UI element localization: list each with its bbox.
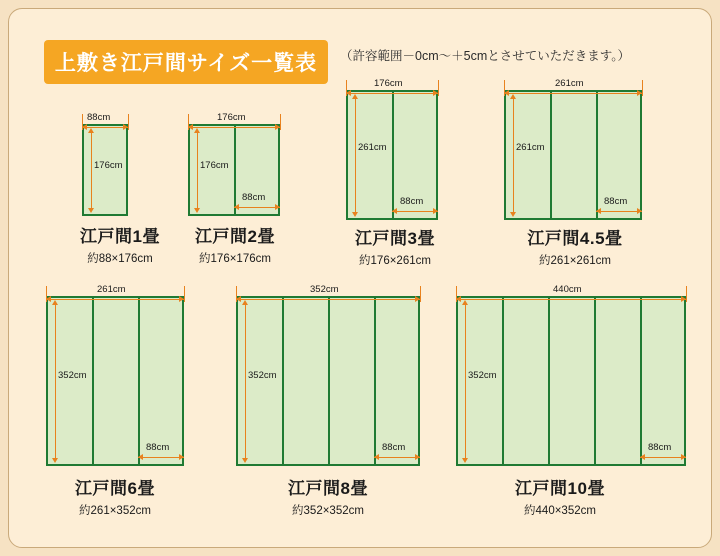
arrow-right xyxy=(179,454,184,460)
caption-title: 江戸間6畳 xyxy=(75,479,155,498)
width-label: 261cm xyxy=(97,284,126,295)
arrow-right xyxy=(637,208,642,214)
panel-divider xyxy=(392,90,394,220)
tick xyxy=(128,114,129,130)
tick xyxy=(188,114,189,130)
caption-title: 江戸間10畳 xyxy=(515,479,605,498)
panel-divider xyxy=(640,296,642,466)
caption-title: 江戸間4.5畳 xyxy=(527,229,623,248)
panel-divider xyxy=(548,296,550,466)
page-title: 上敷き江戸間サイズ一覧表 xyxy=(54,52,318,75)
caption-size: 約440×352cm xyxy=(524,505,596,517)
figure-caption xyxy=(60,222,180,266)
panel-label: 88cm xyxy=(146,442,170,453)
mat-area xyxy=(46,296,184,466)
arrow-down xyxy=(242,458,248,463)
caption-size: 約261×261cm xyxy=(539,255,611,267)
arrow-down xyxy=(88,208,94,213)
arrow-left xyxy=(392,208,397,214)
width-dimension-line xyxy=(456,299,686,300)
width-dimension-line xyxy=(504,93,642,94)
arrow-left xyxy=(234,204,239,210)
arrow-up xyxy=(194,128,200,133)
panel-divider xyxy=(374,296,376,466)
tick xyxy=(46,286,47,302)
width-dimension-line xyxy=(236,299,420,300)
height-label: 352cm xyxy=(248,370,277,381)
tick xyxy=(642,80,643,96)
figure-edoma-10jo xyxy=(440,278,700,528)
caption-size: 約261×352cm xyxy=(79,505,151,517)
width-label: 440cm xyxy=(553,284,582,295)
width-dimension-line xyxy=(188,127,280,128)
arrow-left xyxy=(596,208,601,214)
arrow-down xyxy=(510,212,516,217)
tick xyxy=(82,114,83,130)
panel-dimension-line xyxy=(138,457,184,458)
arrow-up xyxy=(462,300,468,305)
height-label: 352cm xyxy=(58,370,87,381)
panel-dimension-line xyxy=(640,457,686,458)
figure-caption xyxy=(170,222,300,266)
figure-caption xyxy=(490,224,660,268)
height-dimension-line xyxy=(197,132,198,210)
height-dimension-line xyxy=(355,98,356,214)
tick xyxy=(420,286,421,302)
panel-divider xyxy=(550,90,552,220)
arrow-up xyxy=(510,94,516,99)
width-label: 88cm xyxy=(87,112,111,123)
panel-divider xyxy=(502,296,504,466)
caption-size: 約352×352cm xyxy=(292,505,364,517)
tick xyxy=(184,286,185,302)
figure-edoma-6jo xyxy=(30,278,230,528)
panel-dimension-line xyxy=(596,211,642,212)
arrow-down xyxy=(52,458,58,463)
width-label: 176cm xyxy=(374,78,403,89)
width-label: 176cm xyxy=(217,112,246,123)
arrow-up xyxy=(352,94,358,99)
arrow-up xyxy=(52,300,58,305)
panel-label: 88cm xyxy=(382,442,406,453)
panel-label: 88cm xyxy=(242,192,266,203)
tick xyxy=(346,80,347,96)
panel-dimension-line xyxy=(392,211,438,212)
caption-size: 約88×176cm xyxy=(87,253,153,265)
height-dimension-line xyxy=(245,304,246,460)
figure-edoma-2jo xyxy=(170,110,310,265)
height-dimension-line xyxy=(465,304,466,460)
panel-label: 88cm xyxy=(604,196,628,207)
caption-size: 約176×176cm xyxy=(199,253,271,265)
arrow-left xyxy=(374,454,379,460)
mat-area xyxy=(456,296,686,466)
arrow-left xyxy=(640,454,645,460)
tick xyxy=(280,114,281,130)
tick xyxy=(236,286,237,302)
height-label: 261cm xyxy=(358,142,387,153)
arrow-up xyxy=(88,128,94,133)
tick xyxy=(504,80,505,96)
height-label: 261cm xyxy=(516,142,545,153)
height-dimension-line xyxy=(91,132,92,210)
title-badge xyxy=(44,40,328,84)
height-label: 176cm xyxy=(94,160,123,171)
figure-caption xyxy=(330,224,460,268)
arrow-right xyxy=(415,454,420,460)
figure-caption xyxy=(440,474,680,518)
figure-caption xyxy=(30,474,200,518)
width-label: 352cm xyxy=(310,284,339,295)
tolerance-note: （許容範囲－0cm～＋5cmとさせていただきます。） xyxy=(340,49,630,63)
panel-label: 88cm xyxy=(400,196,424,207)
arrow-left xyxy=(138,454,143,460)
tick xyxy=(686,286,687,302)
arrow-right xyxy=(433,208,438,214)
panel-divider xyxy=(328,296,330,466)
height-label: 176cm xyxy=(200,160,229,171)
panel-divider xyxy=(282,296,284,466)
height-dimension-line xyxy=(55,304,56,460)
caption-title: 江戸間3畳 xyxy=(355,229,435,248)
caption-title: 江戸間1畳 xyxy=(80,227,160,246)
caption-size: 約176×261cm xyxy=(359,255,431,267)
arrow-right xyxy=(681,454,686,460)
arrow-down xyxy=(462,458,468,463)
arrow-down xyxy=(352,212,358,217)
caption-title: 江戸間2畳 xyxy=(195,227,275,246)
figure-edoma-1jo xyxy=(60,110,180,265)
panel-divider xyxy=(92,296,94,466)
panel-dimension-line xyxy=(374,457,420,458)
width-dimension-line xyxy=(346,93,438,94)
tick xyxy=(456,286,457,302)
panel-divider xyxy=(138,296,140,466)
width-label: 261cm xyxy=(555,78,584,89)
figure-edoma-8jo xyxy=(220,278,450,528)
panel-label: 88cm xyxy=(648,442,672,453)
panel-divider xyxy=(596,90,598,220)
width-dimension-line xyxy=(46,299,184,300)
caption-title: 江戸間8畳 xyxy=(288,479,368,498)
panel-divider xyxy=(594,296,596,466)
arrow-down xyxy=(194,208,200,213)
panel-dimension-line xyxy=(234,207,280,208)
figure-edoma-3jo xyxy=(330,72,480,267)
height-label: 352cm xyxy=(468,370,497,381)
tick xyxy=(438,80,439,96)
arrow-up xyxy=(242,300,248,305)
figure-caption xyxy=(220,474,436,518)
panel-divider xyxy=(234,124,236,216)
arrow-right xyxy=(275,204,280,210)
height-dimension-line xyxy=(513,98,514,214)
figure-edoma-45jo xyxy=(490,72,670,267)
